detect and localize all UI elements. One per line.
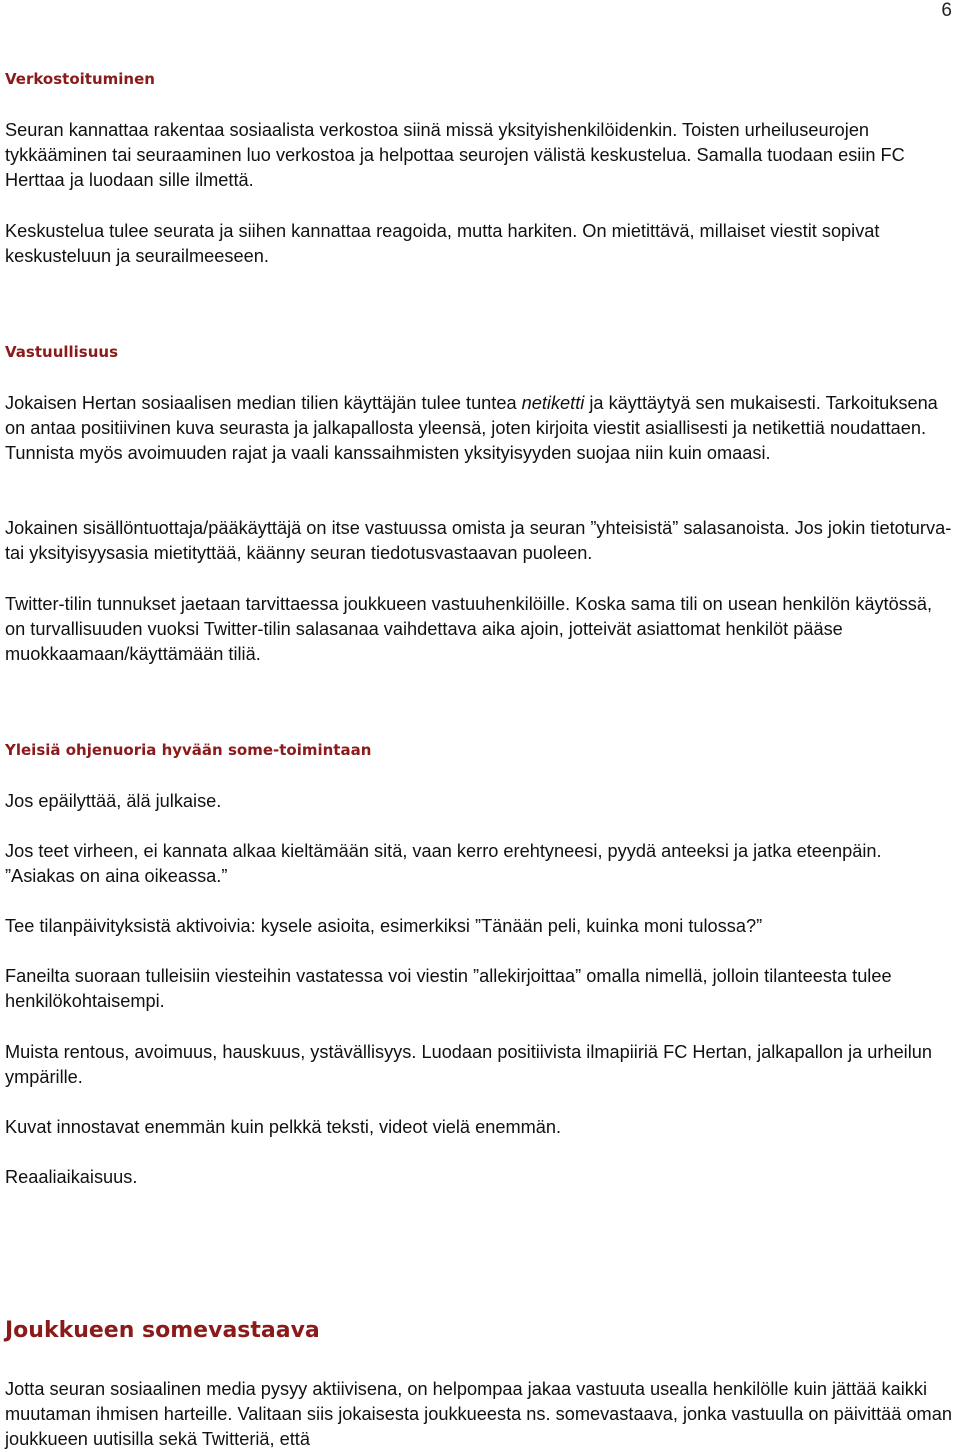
paragraph-yleisia-6: Kuvat innostavat enemmän kuin pelkkä teksti, videot vielä enemmän. bbox=[5, 1117, 562, 1137]
paragraph-verkostoituminen-1: Seuran kannattaa rakentaa sosiaalista verkostoa siinä missä yksityishenkilöidenkin. Toisten urheiluseurojen tykkääminen tai seuraaminen luo verkostoa ja helpottaa seurojen välistä keskustelua. Samalla tuodaan esiin FC Herttaa ja luodaan sille ilmettä. bbox=[5, 120, 905, 190]
section-heading-yleisia-ohjenuoria: Yleisiä ohjenuoria hyvään some-toimintaan bbox=[5, 741, 372, 759]
paragraph-joukkueen-1: Jotta seuran sosiaalinen media pysyy aktiivisena, on helpompaa jakaa vastuuta usealla henkilölle kuin jättää kaikki muutaman ihmisen harteille. Valitaan siis jokaisesta joukkueesta ns. somevastaava, jonka vastuulla on päivittää oman joukkueen uutisilla sekä Twitteriä, että bbox=[5, 1379, 952, 1449]
paragraph-vastuullisuus-1 bbox=[5, 391, 953, 466]
paragraph-yleisia-1: Jos epäilyttää, älä julkaise. bbox=[5, 791, 222, 811]
netiketti-term: netiketti bbox=[521, 393, 585, 413]
paragraph-yleisia-5: Muista rentous, avoimuus, hauskuus, ystävällisyys. Luodaan positiivista ilmapiiriä FC Hertan, jalkapallon ja urheilun ympärille. bbox=[5, 1042, 932, 1087]
paragraph-yleisia-2: Jos teet virheen, ei kannata alkaa kieltämään sitä, vaan kerro erehtyneesi, pyydä anteeksi ja jatka eteenpäin. ”Asiakas on aina oikeassa.” bbox=[5, 841, 882, 886]
paragraph-verkostoituminen-2: Keskustelua tulee seurata ja siihen kannattaa reagoida, mutta harkiten. On mietittävä, millaiset viestit sopivat keskusteluun ja seurailmeeseen. bbox=[5, 221, 880, 266]
paragraph-text: Jokaisen Hertan sosiaalisen median tilien käyttäjän tulee tuntea bbox=[5, 393, 522, 413]
section-heading-joukkueen-somevastaava: Joukkueen somevastaava bbox=[5, 1318, 320, 1343]
section-heading-verkostoituminen: Verkostoituminen bbox=[5, 70, 155, 88]
page-number: 6 bbox=[941, 0, 952, 21]
section-heading-vastuullisuus: Vastuullisuus bbox=[5, 343, 119, 361]
paragraph-vastuullisuus-3: Twitter-tilin tunnukset jaetaan tarvittaessa joukkueen vastuuhenkilöille. Koska sama tili on usean henkilön käytössä, on turvallisuuden vuoksi Twitter-tilin salasanaa vaihdettava aika ajoin, jotteivät asiattomat henkilöt pääse muokkaamaan/käyttämään tiliä. bbox=[5, 594, 933, 664]
paragraph-text: ja käyttäytyä sen mukaisesti. Tarkoituksena on antaa positiivinen kuva seurasta ja jalkapallosta yleensä, joten kirjoita viestit asiallisesti ja netikettiä noudattaen. Tunnista myös avoimuuden rajat ja vaali kanssaihmisten yksityisyyden suojaa niin kuin omaasi. bbox=[5, 393, 938, 463]
paragraph-yleisia-7: Reaaliaikaisuus. bbox=[5, 1167, 138, 1187]
paragraph-vastuullisuus-2: Jokainen sisällöntuottaja/pääkäyttäjä on itse vastuussa omista ja seuran ”yhteisistä” salasanoista. Jos jokin tietoturva- tai yksityisyysasia mietityttää, käänny seuran tiedotusvastaavan puoleen. bbox=[5, 518, 952, 563]
paragraph-yleisia-3: Tee tilanpäivityksistä aktivoivia: kysele asioita, esimerkiksi ”Tänään peli, kuinka moni tulossa?” bbox=[5, 916, 763, 936]
paragraph-yleisia-4: Faneilta suoraan tulleisiin viesteihin vastatessa voi viestin ”allekirjoittaa” omalla nimellä, jolloin tilanteesta tulee henkilökohtaisempi. bbox=[5, 966, 892, 1011]
